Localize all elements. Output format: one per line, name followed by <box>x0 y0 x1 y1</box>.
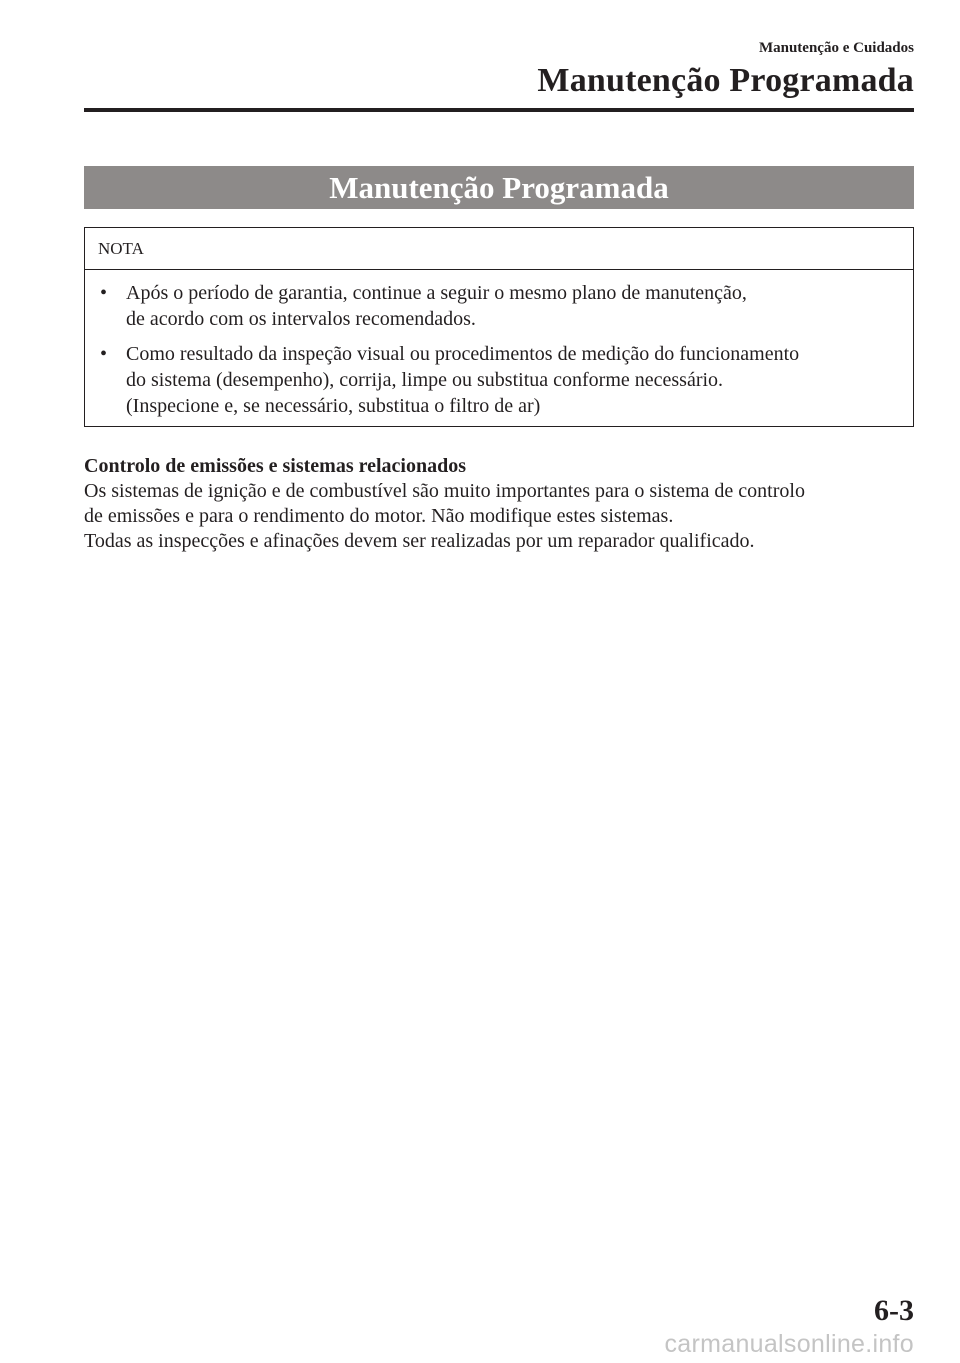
note-line: Como resultado da inspeção visual ou procedimentos de medição do funcionamento <box>126 343 800 365</box>
bullet-icon: • <box>100 343 108 365</box>
note-item <box>98 341 901 419</box>
note-box <box>84 227 914 427</box>
note-label: NOTA <box>85 228 913 270</box>
note-item-text <box>126 341 799 419</box>
note-line: do sistema (desempenho), corrija, limpe ou substitua conforme necessário. <box>126 369 724 391</box>
paragraph-line: Todas as inspecções e afinações devem ser realizadas por um reparador qualificado. <box>84 530 755 552</box>
body-text <box>84 454 919 554</box>
note-item <box>98 280 901 332</box>
note-line: Após o período de garantia, continue a seguir o mesmo plano de manutenção, <box>126 282 747 304</box>
paragraph-line: Os sistemas de ignição e de combustível são muito importantes para o sistema de controlo <box>84 480 805 502</box>
page-number: 6-3 <box>874 1294 914 1327</box>
note-line: de acordo com os intervalos recomendados. <box>126 308 476 330</box>
note-item-text <box>126 280 747 332</box>
header-rule <box>84 108 914 112</box>
bullet-icon: • <box>100 282 108 304</box>
note-list <box>85 270 913 419</box>
note-line: (Inspecione e, se necessário, substitua o filtro de ar) <box>126 395 541 417</box>
subsection-heading: Controlo de emissões e sistemas relacionados <box>84 455 467 477</box>
section-banner: Manutenção Programada <box>84 166 914 209</box>
paragraph-line: de emissões e para o rendimento do motor. Não modifique estes sistemas. <box>84 505 674 527</box>
page-header-title: Manutenção Programada <box>537 62 914 99</box>
watermark: carmanualsonline.info <box>664 1330 914 1358</box>
chapter-title: Manutenção e Cuidados <box>758 40 914 56</box>
